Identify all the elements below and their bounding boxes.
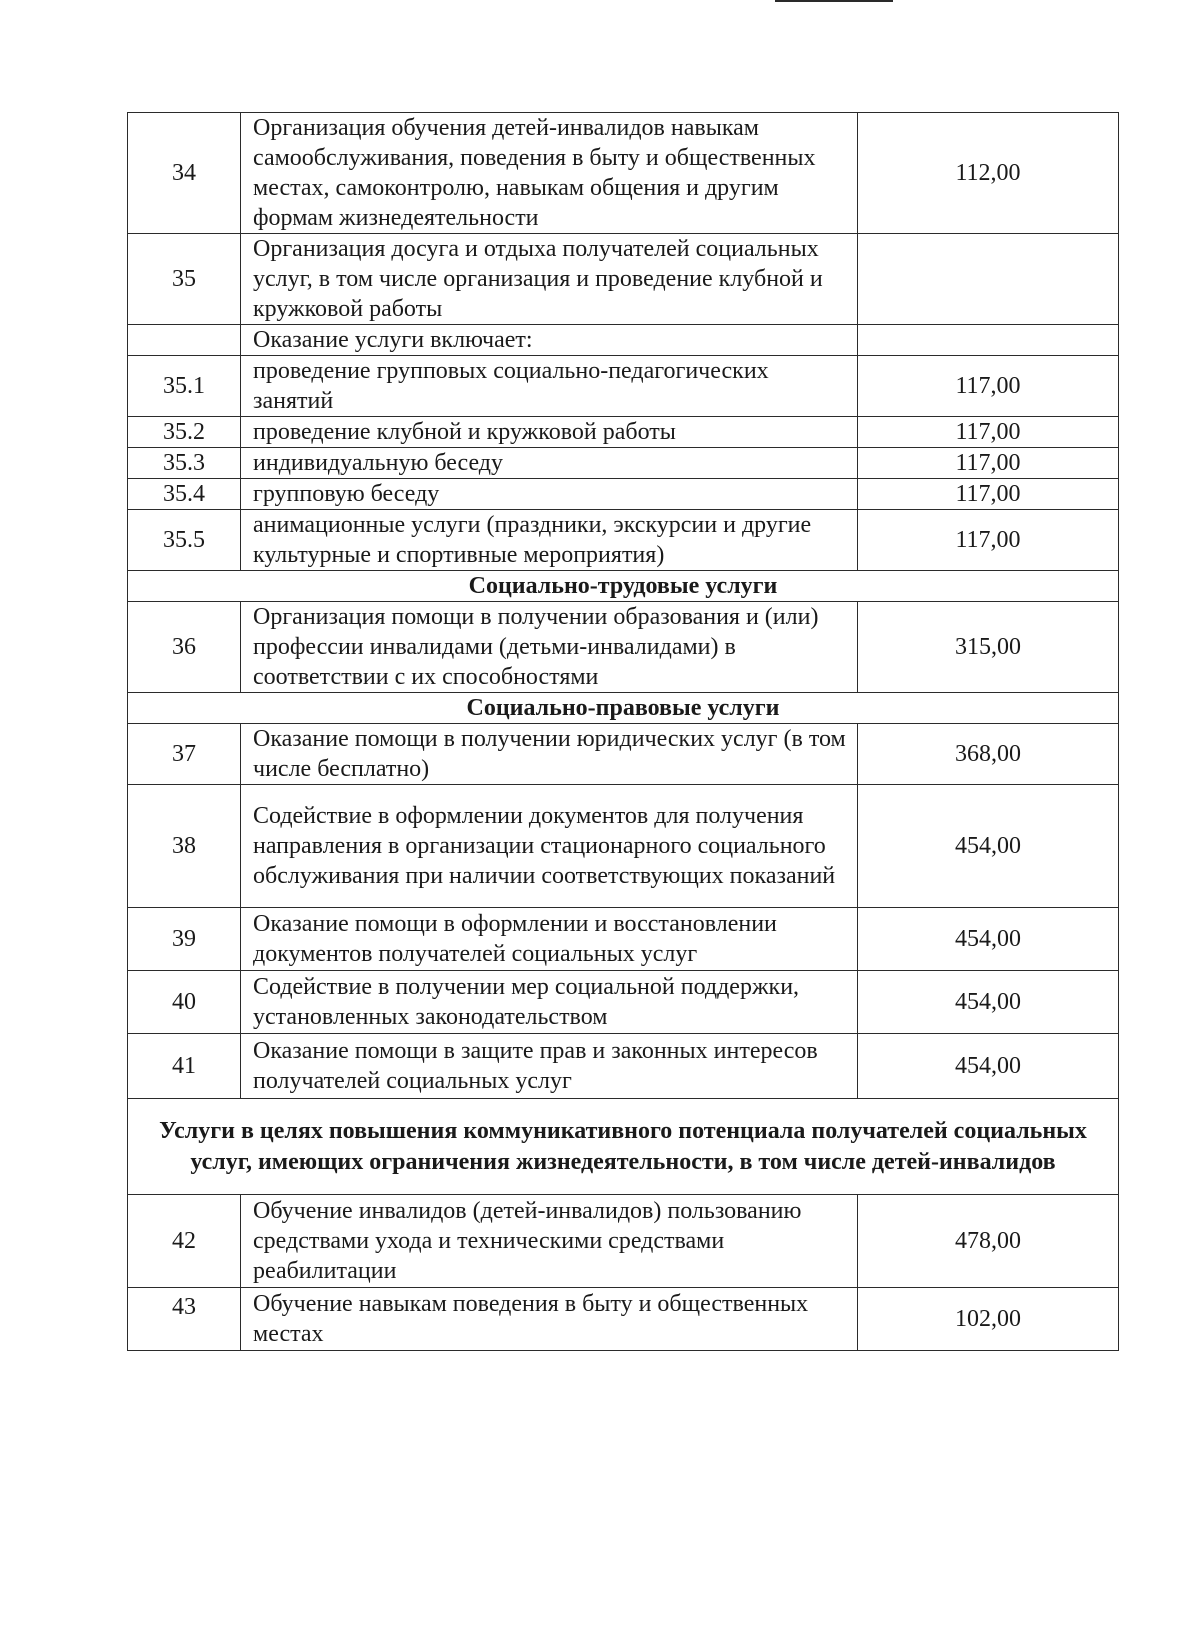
section-header-row xyxy=(128,1099,1119,1195)
table-row xyxy=(128,1034,1119,1099)
table-row xyxy=(128,356,1119,417)
service-description: Обучение инвалидов (детей-инвалидов) пользованию средствами ухода и техническими средствами реабилитации xyxy=(241,1195,858,1288)
row-number: 38 xyxy=(128,785,241,908)
table-row xyxy=(128,602,1119,693)
table-row xyxy=(128,417,1119,448)
table-row xyxy=(128,785,1119,908)
service-description: Обучение навыкам поведения в быту и общественных местах xyxy=(241,1288,858,1351)
section-title: Услуги в целях повышения коммуникативного потенциала получателей социальных услуг, имеющих ограничения жизнедеятельности, в том числе детей-инвалидов xyxy=(128,1099,1119,1195)
table-row xyxy=(128,1288,1119,1351)
service-description: Оказание помощи в защите прав и законных интересов получателей социальных услуг xyxy=(241,1034,858,1099)
service-price: 368,00 xyxy=(858,724,1119,785)
table-row xyxy=(128,479,1119,510)
service-description: групповую беседу xyxy=(241,479,858,510)
service-description: Организация досуга и отдыха получателей социальных услуг, в том числе организация и проведение клубной и кружковой работы xyxy=(241,234,858,325)
service-price: 117,00 xyxy=(858,417,1119,448)
service-price xyxy=(858,325,1119,356)
row-number: 35.5 xyxy=(128,510,241,571)
service-price: 454,00 xyxy=(858,785,1119,908)
service-price: 315,00 xyxy=(858,602,1119,693)
service-price: 454,00 xyxy=(858,1034,1119,1099)
service-description: Содействие в получении мер социальной поддержки, установленных законодательством xyxy=(241,971,858,1034)
table-row xyxy=(128,1195,1119,1288)
row-number: 43 xyxy=(128,1288,241,1351)
row-number xyxy=(128,325,241,356)
service-price: 454,00 xyxy=(858,908,1119,971)
table-row xyxy=(128,724,1119,785)
section-title: Социально-правовые услуги xyxy=(128,693,1119,724)
row-number: 41 xyxy=(128,1034,241,1099)
row-number: 36 xyxy=(128,602,241,693)
service-description: Оказание помощи в оформлении и восстановлении документов получателей социальных услуг xyxy=(241,908,858,971)
section-title: Социально-трудовые услуги xyxy=(128,571,1119,602)
service-price: 478,00 xyxy=(858,1195,1119,1288)
table-row xyxy=(128,448,1119,479)
row-number: 37 xyxy=(128,724,241,785)
row-number: 39 xyxy=(128,908,241,971)
section-header-row xyxy=(128,693,1119,724)
table-row xyxy=(128,234,1119,325)
service-description: проведение клубной и кружковой работы xyxy=(241,417,858,448)
service-price: 117,00 xyxy=(858,356,1119,417)
service-description: проведение групповых социально-педагогических занятий xyxy=(241,356,858,417)
row-number: 34 xyxy=(128,113,241,234)
table-row xyxy=(128,971,1119,1034)
service-price: 117,00 xyxy=(858,448,1119,479)
row-number: 35 xyxy=(128,234,241,325)
table-row xyxy=(128,325,1119,356)
section-header-row xyxy=(128,571,1119,602)
service-price: 117,00 xyxy=(858,479,1119,510)
service-price: 102,00 xyxy=(858,1288,1119,1351)
service-price: 454,00 xyxy=(858,971,1119,1034)
service-description: Оказание помощи в получении юридических услуг (в том числе бесплатно) xyxy=(241,724,858,785)
service-description: Содействие в оформлении документов для получения направления в организации стационарного социального обслуживания при наличии соответствующих показаний xyxy=(241,785,858,908)
top-edge-mark xyxy=(775,0,893,2)
service-description: анимационные услуги (праздники, экскурсии и другие культурные и спортивные мероприятия) xyxy=(241,510,858,571)
row-number: 35.1 xyxy=(128,356,241,417)
row-number: 35.2 xyxy=(128,417,241,448)
service-price xyxy=(858,234,1119,325)
table-row xyxy=(128,510,1119,571)
row-number: 35.3 xyxy=(128,448,241,479)
service-description: индивидуальную беседу xyxy=(241,448,858,479)
row-number: 40 xyxy=(128,971,241,1034)
table-row xyxy=(128,908,1119,971)
service-description: Оказание услуги включает: xyxy=(241,325,858,356)
row-number: 42 xyxy=(128,1195,241,1288)
service-price: 117,00 xyxy=(858,510,1119,571)
row-number: 35.4 xyxy=(128,479,241,510)
table-row xyxy=(128,113,1119,234)
service-description: Организация помощи в получении образования и (или) профессии инвалидами (детьми-инвалидами) в соответствии с их способностями xyxy=(241,602,858,693)
service-price: 112,00 xyxy=(858,113,1119,234)
services-tariff-table xyxy=(127,112,1119,1351)
service-description: Организация обучения детей-инвалидов навыкам самообслуживания, поведения в быту и общественных местах, самоконтролю, навыкам общения и другим формам жизнедеятельности xyxy=(241,113,858,234)
